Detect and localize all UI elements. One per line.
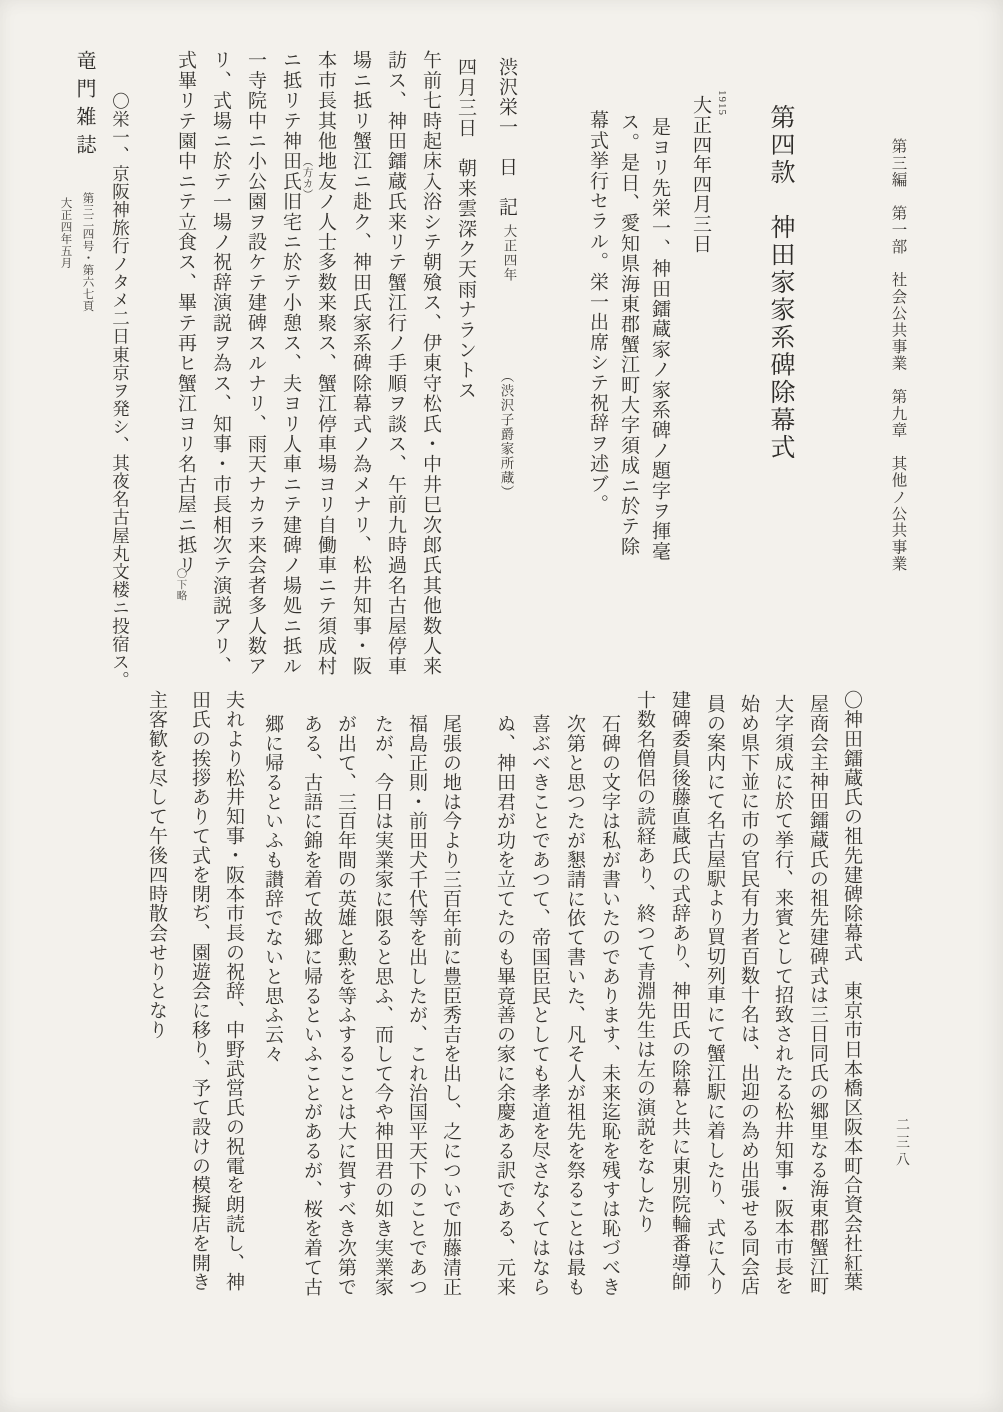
article-column: ある、古語に錦を着て故郷に帰るといふことがあるが、桜を着て古 xyxy=(301,714,322,1296)
article-column: 大字須成に於て挙行、来賓として招致されたる松井知事・阪本市長を xyxy=(772,694,793,1296)
magazine-date: 大正四年五月 xyxy=(59,197,72,269)
article-column: 夫れより松井知事・阪本市長の祝辞、中野武営氏の祝電を朗読し、神 xyxy=(223,690,244,1292)
article-column: 田氏の挨拶ありて式を閉ぢ、園遊会に移り、予て設けの模擬店を開き xyxy=(189,690,210,1292)
magazine-issue: 第三二四号・第六七頁 xyxy=(81,192,94,312)
article-column: 石碑の文字は私が書いたのであります、未来迄恥を残すは恥づべき xyxy=(599,714,620,1296)
addendum-column: 〇栄一、京阪神旅行ノタメ二日東京ヲ発シ、其夜名古屋丸文楼ニ投宿ス。 xyxy=(110,92,131,690)
intro-column: 是ヨリ先栄一、神田鐳蔵家ノ家系碑ノ題字ヲ揮毫 xyxy=(649,117,670,562)
article-column: が出て、三百年間の英雄と勲を等ふすることは大に賀すべき次第で xyxy=(335,714,356,1296)
date-heading: 大正四年四月三日 xyxy=(690,95,711,254)
article-column: ぬ、神田君が功を立てたのも畢竟善の家に余慶ある訳である、元来 xyxy=(494,714,515,1296)
diary-title: 渋沢栄一 日 記 xyxy=(496,57,517,217)
diary-column: 午前七時起床入浴シテ朝飱ス、伊東守松氏・中井巳次郎氏其他数人来 xyxy=(420,50,441,677)
diary-source-note: （渋沢子爵家所蔵） xyxy=(498,369,514,500)
western-year: 1915 xyxy=(716,90,728,116)
diary-column: 訪ス、神田鐳蔵氏来リテ蟹江行ノ手順ヲ談ス、午前九時過名古屋停車 xyxy=(385,50,406,677)
article-column: 建碑委員後藤直蔵氏の式辞あり、神田氏の除幕と共に東別院輪番導師 xyxy=(669,690,690,1292)
intro-column: ス。是日、愛知県海東郡蟹江町大字須成ニ於テ除 xyxy=(618,112,639,557)
article-column: 郷に帰るといふも讃辞でないと思ふ云々 xyxy=(262,714,283,1064)
article-column: 員の案内にて名古屋駅より買切列車にて蟹江駅に着したり、式に入り xyxy=(704,694,725,1296)
diary-column: 本市長其他地友ノ人士多数来聚ス、蟹江停車場ヨリ自働車ニテ須成村 xyxy=(315,50,336,677)
article-column: 主客歓を尽して午後四時散会せりとなり xyxy=(146,690,167,1040)
diary-column: 一寺院中ニ小公園ヲ設ケテ建碑スルナリ、雨天ナカラ来会者多人数ア xyxy=(245,50,266,677)
diary-column: ニ抵リテ神田氏旧宅ニ於テ小憩ス、夫ヨリ人車ニテ建碑ノ場処ニ抵ル xyxy=(280,50,301,677)
section-title: 第四款 神田家家系碑除幕式 xyxy=(767,104,794,462)
diary-column: 四月三日 朝来雲深ク天雨ナラントス xyxy=(455,57,476,401)
kana-annotation: （方カ） xyxy=(301,156,313,200)
magazine-name: 竜門雑誌 xyxy=(73,50,95,162)
article-column: たが、今日は実業家に限ると思ふ、而して今や神田君の如き実業家 xyxy=(372,714,393,1296)
article-column: 〇神田鐳蔵氏の祖先建碑除幕式 東京市日本橋区阪本町合資会社紅葉 xyxy=(841,690,862,1292)
diary-column: 場ニ抵リ蟹江ニ赴ク、神田氏家系碑除幕式ノ為メナリ、松井知事・阪 xyxy=(350,50,371,677)
page-number: 二三八 xyxy=(894,1117,909,1170)
article-column: 尾張の地は今より三百年前に豊臣秀吉を出し、之についで加藤清正 xyxy=(440,714,461,1296)
article-column: 福島正則・前田犬千代等を出したが、これ治国平天下のことであつ xyxy=(406,714,427,1296)
article-column: 始め県下並に市の官民有力者百数十名は、出迎の為め出張せる同会店 xyxy=(738,694,759,1296)
article-column: 次第と思つたが懇請に依て書いた、凡そ人が祖先を祭ることは最も xyxy=(564,714,585,1296)
article-column: 屋商会主神田鐳蔵氏の祖先建碑式は三日同氏の郷里なる海東郡蟹江町 xyxy=(807,694,828,1296)
chapter-header: 第三編 第一部 社会公共事業 第九章 其他ノ公共事業 xyxy=(889,138,907,573)
article-column: 喜ぶべきことであつて、帝国臣民としても孝道を尽さなくてはなら xyxy=(529,714,550,1296)
article-column: 十数名僧侶の読経あり、終つて青淵先生は左の演説をなしたり xyxy=(634,690,655,1234)
diary-era-note: 大正四年 xyxy=(501,224,517,282)
diary-column: リ、式場ニ於テ一場ノ祝辞演説ヲ為ス、知事・市長相次テ演説アリ、 xyxy=(210,50,231,677)
intro-column: 幕式挙行セラル。栄一出席シテ祝辞ヲ述ブ。 xyxy=(587,110,608,514)
diary-column: 式畢リテ園中ニテ立食ス、畢テ再ヒ蟹江ヨリ名古屋ニ抵リ xyxy=(175,50,196,576)
omission-note: 〇下略 xyxy=(175,568,187,601)
